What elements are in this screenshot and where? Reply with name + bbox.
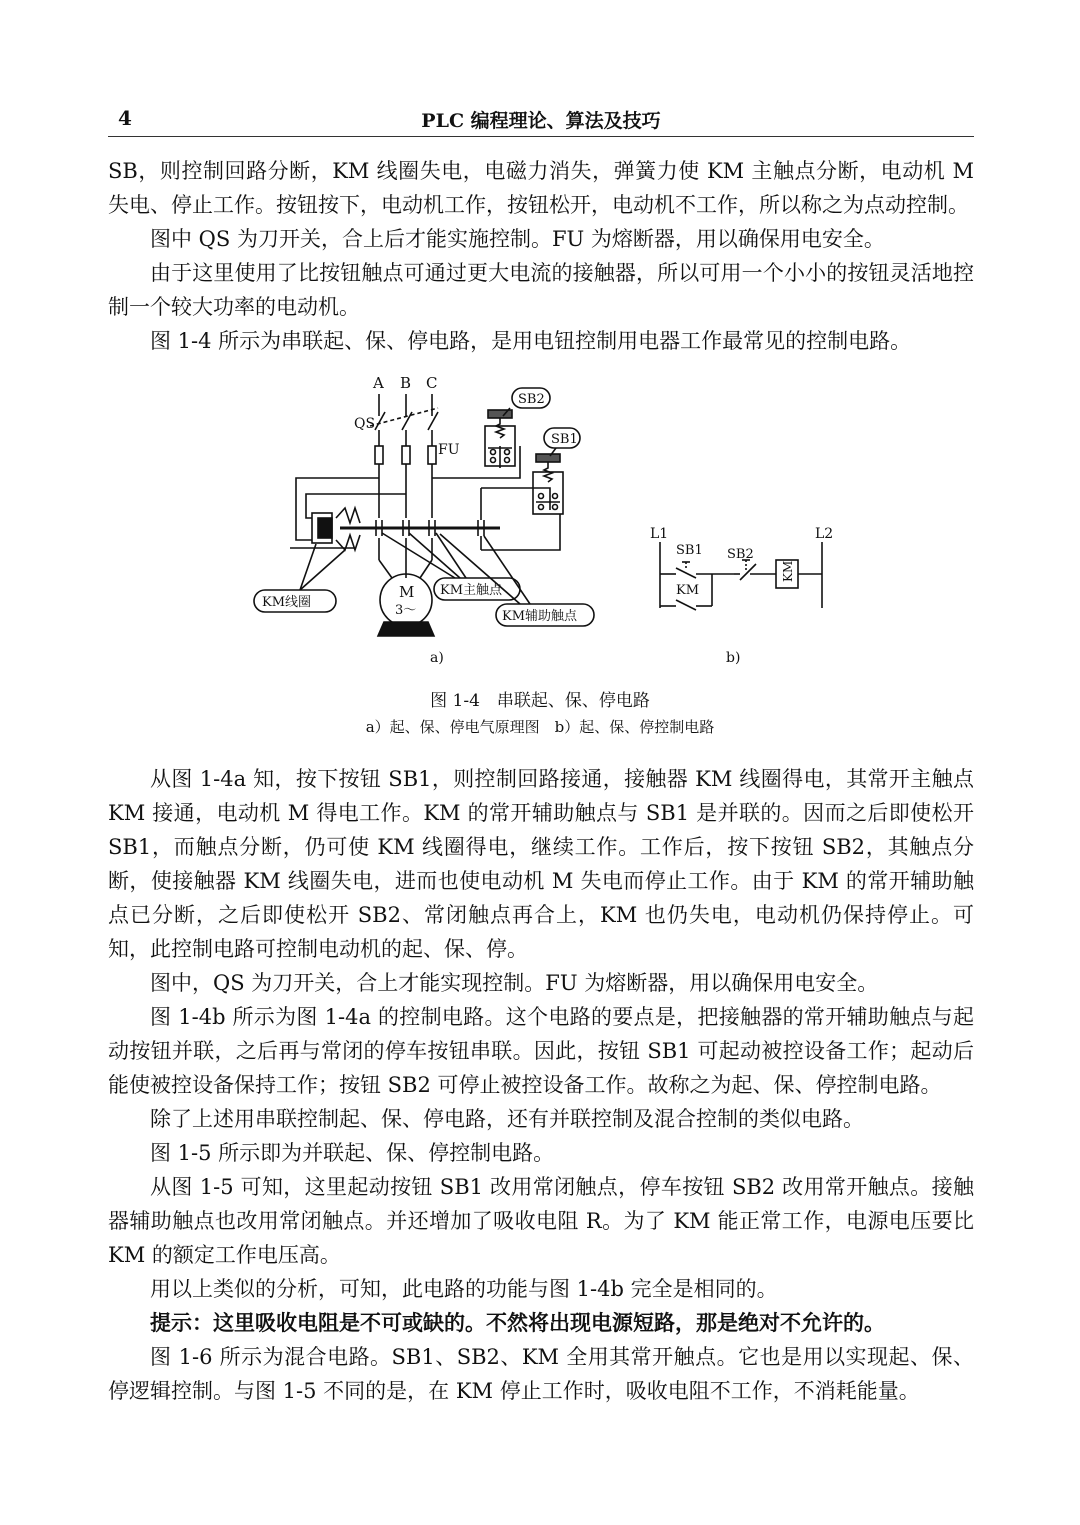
paragraph: 图中 QS 为刀开关，合上后才能实施控制。FU 为熔断器，用以确保用电安全。 xyxy=(150,227,885,251)
km-contact-label: KM xyxy=(676,583,700,598)
text-block-top xyxy=(108,154,974,358)
hint-label: 提示： xyxy=(150,1310,213,1335)
hint-paragraph xyxy=(108,1306,974,1340)
hint-text: 这里吸收电阻是不可或缺的。不然将出现电源短路，那是绝对不允许的。 xyxy=(213,1310,885,1335)
page-number: 4 xyxy=(118,106,132,130)
km-coil-callout: KM线圈 xyxy=(262,595,312,610)
fu-label: FU xyxy=(438,442,460,458)
aux-contact xyxy=(478,488,484,550)
km-coil-label: KM xyxy=(781,560,795,582)
phase-b-label: B xyxy=(400,374,412,392)
paragraph: SB，则控制回路分断，KM 线圈失电，电磁力消失，弹簧力使 KM 主触点分断，电动机 M 失电、停止工作。按钮按下，电动机工作，按钮松开，电动机不工作，所以称之为点动控制。 xyxy=(108,159,974,217)
l1-label: L1 xyxy=(650,526,669,542)
page-header xyxy=(108,100,974,137)
phase-c-label: C xyxy=(426,374,438,392)
sb2-label: SB2 xyxy=(518,392,545,407)
text-block-bottom xyxy=(108,762,974,1408)
km-aux-contact-callout: KM辅助触点 xyxy=(502,609,578,624)
running-title: PLC 编程理论、算法及技巧 xyxy=(421,110,661,132)
paragraph: 从图 1-4a 知，按下按钮 SB1，则控制回路接通，接触器 KM 线圈得电，其常开主触点 KM 接通，电动机 M 得电工作。KM 的常开辅助触点与 SB1 是并联的。因而之后即使松开 SB1，而触点分断，仍可使 KM 线圈得电，继续工作。工作后，按下按钮 SB2，其触点分断，使接触器 KM 线圈失电，进而也使电动机 M 失电而停止工作。由于 KM 的常开辅助触点已分断，之后即使松开 SB2、常闭触点再合上，KM 也仍失电，电动机仍保持停止。可知，此控制电路可控制电动机的起、保、停。 xyxy=(108,767,974,961)
qs-label: QS xyxy=(354,416,376,432)
km-main-contact-callout: KM主触点 xyxy=(440,583,503,598)
sb1-button-symbol xyxy=(533,454,563,514)
figure-subcaption: a）起、保、停电气原理图 b）起、保、停控制电路 xyxy=(365,718,715,736)
sub-label-a: a) xyxy=(430,650,444,666)
paragraph: 用以上类似的分析，可知，此电路的功能与图 1-4b 完全是相同的。 xyxy=(150,1277,778,1301)
phase-a-label: A xyxy=(373,374,384,392)
motor-label: M xyxy=(399,583,415,601)
paragraph: 从图 1-5 可知，这里起动按钮 SB1 改用常闭触点，停车按钮 SB2 改用常开触点。接触器辅助触点也改用常闭触点。并还增加了吸收电阻 R。为了 KM 能正常工作，电源电压要比 KM 的额定工作电压高。 xyxy=(108,1175,974,1267)
sb1-label: SB1 xyxy=(551,432,578,447)
sub-label-b: b) xyxy=(726,650,741,666)
figure-caption: 图 1-4 串联起、保、停电路 xyxy=(430,691,650,711)
l2-label: L2 xyxy=(815,526,834,542)
paragraph: 图 1-4 所示为串联起、保、停电路，是用电钮控制用电器工作最常见的控制电路。 xyxy=(150,329,912,353)
paragraph: 图 1-5 所示即为并联起、保、停控制电路。 xyxy=(150,1141,555,1165)
paragraph: 图 1-4b 所示为图 1-4a 的控制电路。这个电路的要点是，把接触器的常开辅助触点与起动按钮并联，之后再与常闭的停车按钮串联。因此，按钮 SB1 可起动被控设备工作；起动后能使被控设备保持工作；按钮 SB2 可停止被控设备工作。故称之为起、保、停控制电路。 xyxy=(108,1005,974,1097)
circuit-diagram xyxy=(0,368,1080,668)
sb2-ladder-label: SB2 xyxy=(727,547,754,562)
motor-sub-label: 3～ xyxy=(395,603,417,618)
sb1-ladder-label: SB1 xyxy=(676,543,703,558)
paragraph: 除了上述用串联控制起、保、停电路，还有并联控制及混合控制的类似电路。 xyxy=(150,1107,864,1131)
paragraph: 图中，QS 为刀开关，合上才能实现控制。FU 为熔断器，用以确保用电安全。 xyxy=(150,971,879,995)
paragraph: 由于这里使用了比按钮触点可通过更大电流的接触器，所以可用一个小小的按钮灵活地控制一个较大功率的电动机。 xyxy=(108,261,974,319)
paragraph: 图 1-6 所示为混合电路。SB1、SB2、KM 全用其常开触点。它也是用以实现起、保、停逻辑控制。与图 1-5 不同的是，在 KM 停止工作时，吸收电阻不工作，不消耗能量。 xyxy=(108,1345,974,1403)
